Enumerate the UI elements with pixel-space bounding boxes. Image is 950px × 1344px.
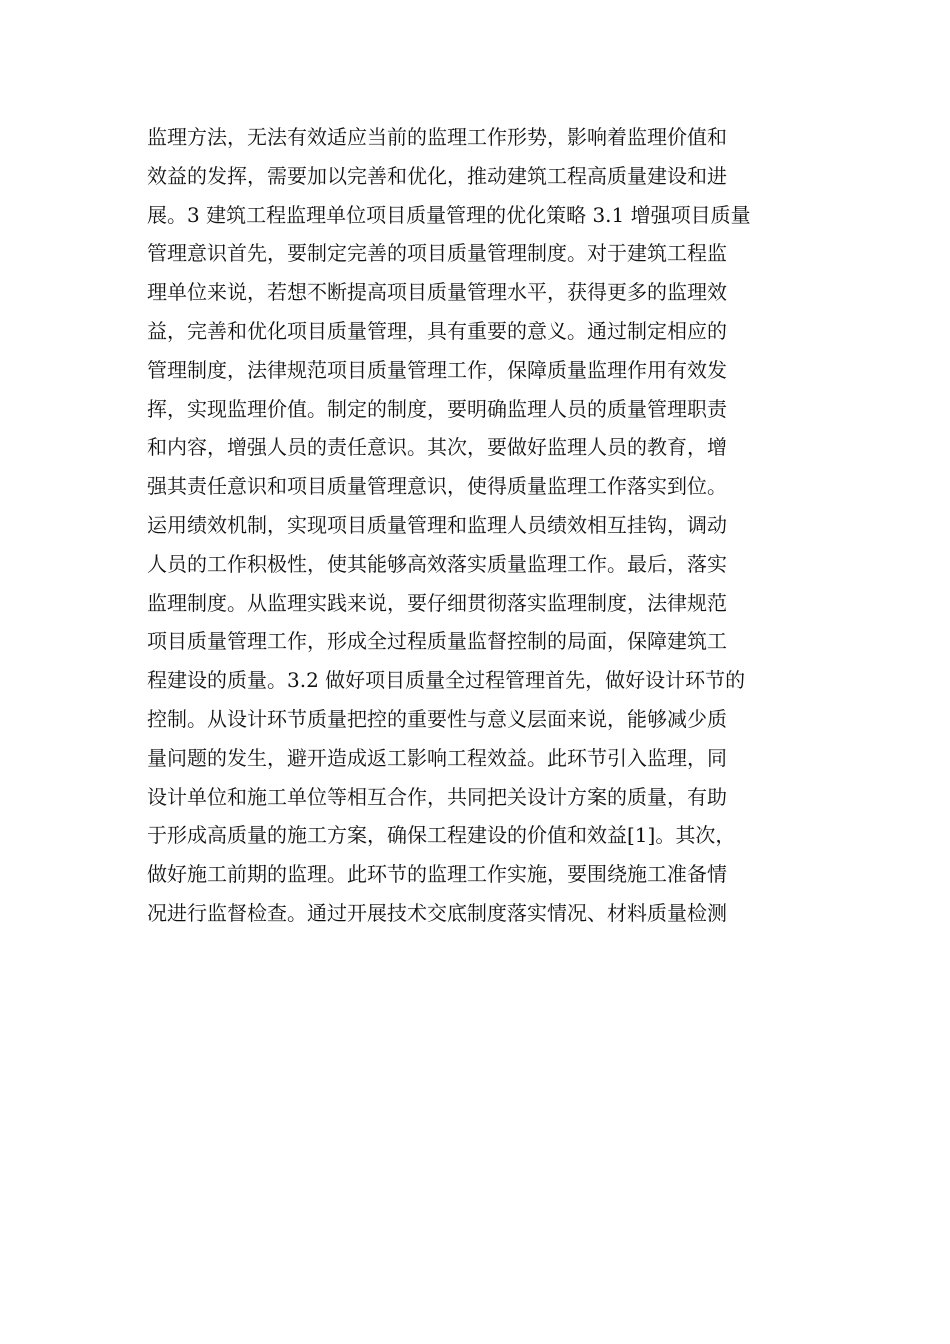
text-line: 效益的发挥，需要加以完善和优化，推动建筑工程高质量建设和进 [147,163,727,188]
text-line: 监理制度。从监理实践来说，要仔细贯彻落实监理制度，法律规范 [147,590,727,615]
text-line: 和内容，增强人员的责任意识。其次，要做好监理人员的教育，增 [147,435,727,460]
text-line: 设计单位和施工单位等相互合作，共同把关设计方案的质量，有助 [147,784,727,809]
text-line: 管理制度，法律规范项目质量管理工作，保障质量监理作用有效发 [147,357,727,382]
text-line: 程建设的质量。3.2 做好项目质量全过程管理首先，做好设计环节的 [147,668,746,693]
text-line: 益，完善和优化项目质量管理，具有重要的意义。通过制定相应的 [147,318,727,343]
text-line: 做好施工前期的监理。此环节的监理工作实施，要围绕施工准备情 [147,862,727,887]
text-line: 量问题的发生，避开造成返工影响工程效益。此环节引入监理，同 [147,745,727,770]
text-line: 管理意识首先，要制定完善的项目质量管理制度。对于建筑工程监 [147,241,727,266]
text-line: 人员的工作积极性，使其能够高效落实质量监理工作。最后，落实 [147,551,727,576]
text-line: 强其责任意识和项目质量管理意识，使得质量监理工作落实到位。 [147,474,727,499]
text-line: 监理方法，无法有效适应当前的监理工作形势，影响着监理价值和 [147,125,727,149]
text-line: 况进行监督检查。通过开展技术交底制度落实情况、材料质量检测 [147,900,727,925]
text-line: 控制。从设计环节质量把控的重要性与意义层面来说，能够减少质 [147,706,727,731]
text-line: 展。3 建筑工程监理单位项目质量管理的优化策略 3.1 增强项目质量 [147,202,751,227]
text-line: 理单位来说，若想不断提高项目质量管理水平，获得更多的监理效 [147,280,727,305]
text-line: 挥，实现监理价值。制定的制度，要明确监理人员的质量管理职责 [147,396,727,421]
text-line: 于形成高质量的施工方案，确保工程建设的价值和效益[1]。其次， [147,823,736,848]
body-text [147,118,817,933]
text-line: 项目质量管理工作，形成全过程质量监督控制的局面，保障建筑工 [147,629,727,654]
text-line: 运用绩效机制，实现项目质量管理和监理人员绩效相互挂钩，调动 [147,512,727,537]
